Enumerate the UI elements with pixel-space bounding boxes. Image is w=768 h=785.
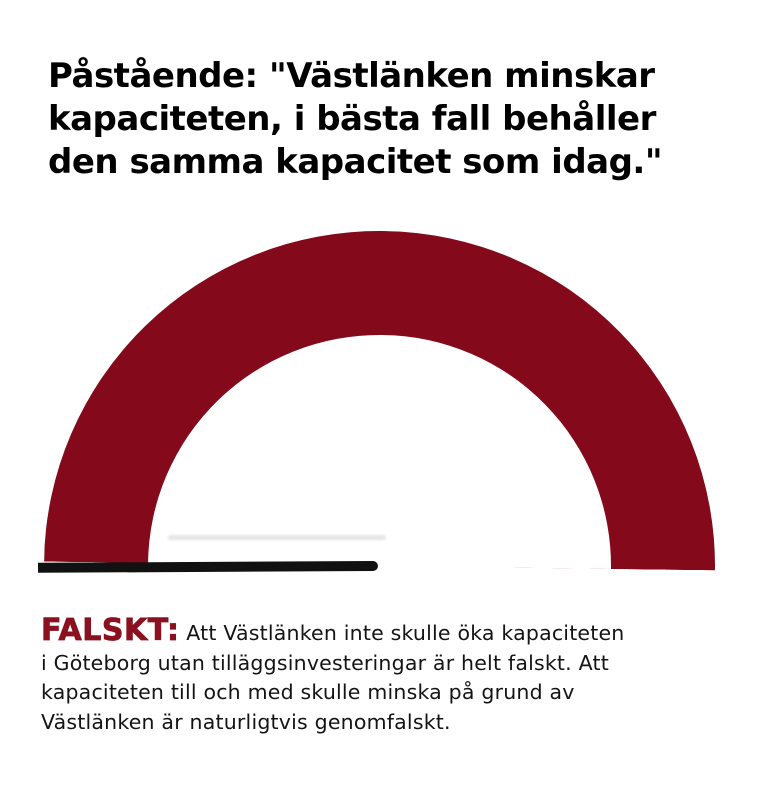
verdict-line-4: Västlänken är naturligtvis genomfalskt.	[41, 709, 451, 734]
verdict-text-1: Att Västlänken inte skulle öka kapaciteten	[179, 621, 625, 645]
verdict-line-3: kapaciteten till och med skulle minska på grund av	[41, 680, 575, 704]
claim-line-1: Påstående: "Västlänken minskar	[48, 56, 655, 96]
needle-shadow	[168, 535, 386, 540]
verdict-paragraph	[41, 613, 625, 737]
verdict-label: FALSKT:	[41, 613, 180, 648]
claim-line-2: kapaciteten, i bästa fall behåller	[48, 99, 656, 139]
verdict-line-1	[41, 613, 625, 649]
gauge-arc	[44, 227, 719, 571]
verdict-line-2: i Göteborg utan tilläggsinvesteringar är helt falskt. Att	[41, 650, 609, 675]
claim-line-3: den samma kapacitet som idag."	[48, 142, 663, 182]
gauge-needle	[38, 561, 378, 573]
